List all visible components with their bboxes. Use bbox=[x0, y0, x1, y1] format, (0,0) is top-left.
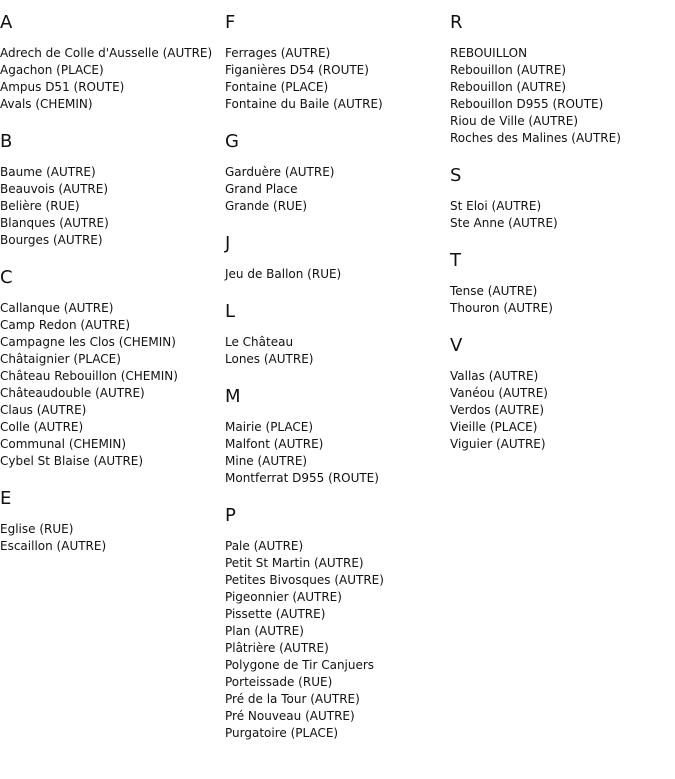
street-entry: St Eloi (AUTRE) bbox=[450, 199, 542, 213]
street-entry: Pré de la Tour (AUTRE) bbox=[225, 692, 360, 706]
street-list bbox=[450, 368, 675, 453]
street-entry: Claus (AUTRE) bbox=[0, 403, 87, 417]
street-list bbox=[0, 521, 225, 555]
street-entry: Petit St Martin (AUTRE) bbox=[225, 556, 364, 570]
letter-heading: C bbox=[0, 267, 13, 288]
street-entry: Ste Anne (AUTRE) bbox=[450, 216, 558, 230]
letter-section-r bbox=[450, 0, 675, 153]
letter-heading: E bbox=[0, 488, 12, 509]
letter-heading: L bbox=[225, 301, 236, 322]
street-entry: Beauvois (AUTRE) bbox=[0, 182, 109, 196]
street-entry: Malfont (AUTRE) bbox=[225, 437, 324, 451]
street-entry: Jeu de Ballon (RUE) bbox=[225, 267, 342, 281]
street-list bbox=[225, 45, 450, 113]
street-entry: Rebouillon (AUTRE) bbox=[450, 80, 567, 94]
street-entry: Montferrat D955 (ROUTE) bbox=[225, 471, 379, 485]
street-entry: Grande (RUE) bbox=[225, 199, 308, 213]
street-entry: Bourges (AUTRE) bbox=[0, 233, 103, 247]
letter-section-g bbox=[225, 119, 450, 221]
letter-heading: T bbox=[450, 250, 461, 271]
street-entry: Verdos (AUTRE) bbox=[450, 403, 545, 417]
street-entry: Plan (AUTRE) bbox=[225, 624, 304, 638]
letter-heading: A bbox=[0, 12, 13, 33]
street-entry: Belière (RUE) bbox=[0, 199, 80, 213]
street-entry: Ferrages (AUTRE) bbox=[225, 46, 331, 60]
index-column-3 bbox=[450, 0, 675, 459]
street-entry: Polygone de Tir Canjuers bbox=[225, 658, 375, 672]
letter-section-m bbox=[225, 374, 450, 493]
letter-section-v bbox=[450, 323, 675, 459]
street-entry: Vieille (PLACE) bbox=[450, 420, 538, 434]
street-entry: Châteaudouble (AUTRE) bbox=[0, 386, 145, 400]
street-entry: Roches des Malines (AUTRE) bbox=[450, 131, 621, 145]
street-entry: Rebouillon (AUTRE) bbox=[450, 63, 567, 77]
street-entry: Fontaine du Baile (AUTRE) bbox=[225, 97, 383, 111]
street-list bbox=[225, 538, 450, 742]
street-list bbox=[450, 198, 675, 232]
letter-heading: M bbox=[225, 386, 241, 407]
street-entry: Porteissade (RUE) bbox=[225, 675, 333, 689]
street-entry: Pissette (AUTRE) bbox=[225, 607, 326, 621]
street-entry: Vallas (AUTRE) bbox=[450, 369, 539, 383]
street-list bbox=[450, 45, 675, 147]
letter-heading: B bbox=[0, 131, 13, 152]
letter-section-l bbox=[225, 289, 450, 374]
letter-section-f bbox=[225, 0, 450, 119]
street-entry: Riou de Ville (AUTRE) bbox=[450, 114, 578, 128]
letter-heading: S bbox=[450, 165, 462, 186]
street-entry: Mairie (PLACE) bbox=[225, 420, 314, 434]
street-entry: Grand Place bbox=[225, 182, 298, 196]
letter-section-s bbox=[450, 153, 675, 238]
letter-section-b bbox=[0, 119, 225, 255]
street-entry: Thouron (AUTRE) bbox=[450, 301, 553, 315]
letter-section-e bbox=[0, 476, 225, 561]
street-entry: Camp Redon (AUTRE) bbox=[0, 318, 131, 332]
street-entry: Plâtrière (AUTRE) bbox=[225, 641, 329, 655]
street-list bbox=[225, 266, 450, 283]
street-entry: Pré Nouveau (AUTRE) bbox=[225, 709, 355, 723]
letter-heading: P bbox=[225, 505, 236, 526]
street-entry: Le Château bbox=[225, 335, 294, 349]
letter-section-p bbox=[225, 493, 450, 748]
street-entry: Lones (AUTRE) bbox=[225, 352, 314, 366]
letter-heading: V bbox=[450, 335, 463, 356]
street-entry: Rebouillon D955 (ROUTE) bbox=[450, 97, 604, 111]
street-entry: Châtaignier (PLACE) bbox=[0, 352, 121, 366]
index-column-1 bbox=[0, 0, 225, 561]
street-entry: Mine (AUTRE) bbox=[225, 454, 308, 468]
street-list bbox=[225, 334, 450, 368]
street-entry: Pale (AUTRE) bbox=[225, 539, 304, 553]
letter-heading: J bbox=[225, 233, 231, 254]
street-entry: Agachon (PLACE) bbox=[0, 63, 104, 77]
street-entry: Cybel St Blaise (AUTRE) bbox=[0, 454, 144, 468]
street-entry: Colle (AUTRE) bbox=[0, 420, 84, 434]
letter-heading: F bbox=[225, 12, 236, 33]
street-list bbox=[0, 300, 225, 470]
street-entry: Tense (AUTRE) bbox=[450, 284, 538, 298]
letter-section-j bbox=[225, 221, 450, 289]
street-entry: Escaillon (AUTRE) bbox=[0, 539, 107, 553]
letter-section-a bbox=[0, 0, 225, 119]
street-list bbox=[0, 164, 225, 249]
street-entry: Campagne les Clos (CHEMIN) bbox=[0, 335, 176, 349]
street-entry: Viguier (AUTRE) bbox=[450, 437, 546, 451]
letter-heading: G bbox=[225, 131, 239, 152]
index-column-2 bbox=[225, 0, 450, 748]
letter-heading: R bbox=[450, 12, 463, 33]
street-list bbox=[225, 164, 450, 215]
street-entry: Communal (CHEMIN) bbox=[0, 437, 127, 451]
street-list bbox=[450, 283, 675, 317]
street-entry: Fontaine (PLACE) bbox=[225, 80, 329, 94]
street-entry: Purgatoire (PLACE) bbox=[225, 726, 339, 740]
street-entry: Baume (AUTRE) bbox=[0, 165, 96, 179]
street-entry: Garduère (AUTRE) bbox=[225, 165, 335, 179]
street-entry: REBOUILLON bbox=[450, 46, 528, 60]
letter-section-c bbox=[0, 255, 225, 476]
street-entry: Callanque (AUTRE) bbox=[0, 301, 114, 315]
street-entry: Ampus D51 (ROUTE) bbox=[0, 80, 125, 94]
street-entry: Château Rebouillon (CHEMIN) bbox=[0, 369, 178, 383]
street-entry: Blanques (AUTRE) bbox=[0, 216, 109, 230]
street-list bbox=[225, 419, 450, 487]
street-entry: Vanéou (AUTRE) bbox=[450, 386, 548, 400]
letter-section-t bbox=[450, 238, 675, 323]
street-entry: Petites Bivosques (AUTRE) bbox=[225, 573, 384, 587]
street-entry: Adrech de Colle d'Ausselle (AUTRE) bbox=[0, 46, 213, 60]
street-entry: Pigeonnier (AUTRE) bbox=[225, 590, 342, 604]
street-entry: Avals (CHEMIN) bbox=[0, 97, 93, 111]
street-entry: Eglise (RUE) bbox=[0, 522, 74, 536]
street-list bbox=[0, 45, 225, 113]
street-entry: Figanières D54 (ROUTE) bbox=[225, 63, 369, 77]
